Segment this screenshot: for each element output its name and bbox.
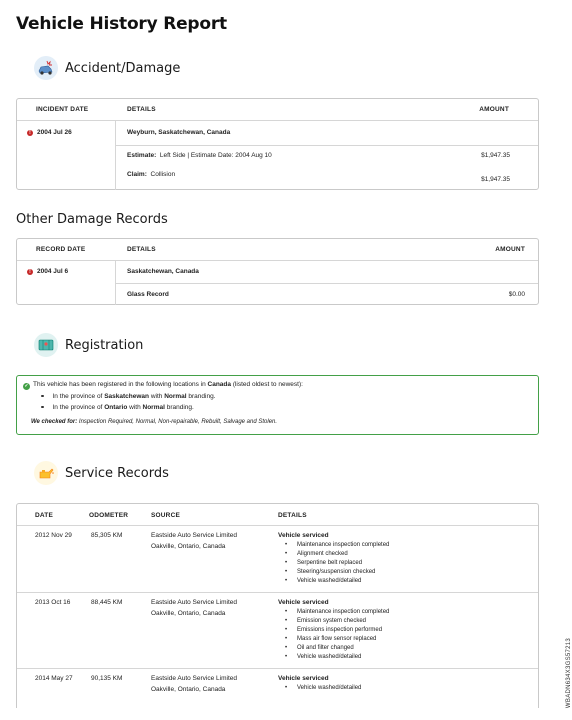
accident-section-title: Accident/Damage [65, 60, 181, 76]
registration-section-title: Registration [65, 337, 144, 353]
service-section-title: Service Records [65, 465, 169, 481]
list-item: • Steering/suspension checked [278, 568, 389, 577]
record-location: Saskatchewan, Canada [127, 268, 199, 275]
list-item: • Emission system checked [278, 617, 389, 626]
record-date: ! 2004 Jul 6 [27, 268, 68, 275]
list-item: • Vehicle washed/detailed [278, 653, 389, 662]
col-record-date: RECORD DATE [36, 246, 86, 253]
alert-icon: ! [27, 130, 33, 136]
registration-province-1: In the province of Saskatchewan with Normal branding. [41, 393, 216, 400]
registration-checked-for: We checked for: Inspection Required, Normal, Non-repairable, Rebuilt, Salvage and Stolen. [31, 419, 278, 425]
other-damage-table [16, 238, 539, 305]
list-item: • Mass air flow sensor replaced [278, 635, 389, 644]
map-icon [34, 333, 58, 357]
service-source: Eastside Auto Service Limited [151, 532, 237, 539]
col-details: DETAILS [127, 106, 156, 113]
service-section-header [34, 461, 169, 485]
list-item: • Alignment checked [278, 550, 389, 559]
registration-section-header [34, 333, 143, 357]
service-source: Eastside Auto Service Limited [151, 599, 237, 606]
col-details: DETAILS [127, 246, 156, 253]
accident-table [16, 98, 539, 190]
list-item: • Oil and filter changed [278, 644, 389, 653]
other-damage-title: Other Damage Records [16, 212, 168, 227]
service-source-location: Oakville, Ontario, Canada [151, 686, 226, 693]
col-incident-date: INCIDENT DATE [36, 106, 89, 113]
claim-detail: Claim: Collision [127, 171, 176, 178]
col-date: DATE [35, 512, 54, 519]
incident-location: Weyburn, Saskatchewan, Canada [127, 129, 231, 136]
estimate-detail: Estimate: Left Side | Estimate Date: 2004 Aug 10 [127, 152, 272, 159]
service-source-location: Oakville, Ontario, Canada [151, 543, 226, 550]
service-records-table [16, 503, 539, 708]
service-items [278, 608, 389, 662]
col-odometer: ODOMETER [89, 512, 129, 519]
service-date: 2014 May 27 [35, 675, 73, 682]
service-items [278, 541, 389, 586]
service-date: 2012 Nov 29 [35, 532, 72, 539]
estimate-amount: $1,947.35 [481, 152, 510, 159]
service-source: Eastside Auto Service Limited [151, 675, 237, 682]
glass-record: Glass Record [127, 291, 169, 298]
oil-can-icon [34, 461, 58, 485]
service-heading: Vehicle serviced [278, 532, 329, 539]
check-icon: ✓ [24, 383, 29, 389]
list-item: • Maintenance inspection completed [278, 541, 389, 550]
service-items [278, 684, 361, 693]
list-item: • Serpentine belt replaced [278, 559, 389, 568]
list-item: • Vehicle washed/detailed [278, 577, 389, 586]
service-heading: Vehicle serviced [278, 675, 329, 682]
col-source: SOURCE [151, 512, 181, 519]
accident-section-header [34, 56, 180, 80]
service-odometer: 85,305 KM [91, 532, 123, 539]
col-amount: AMOUNT [479, 106, 509, 113]
list-item: • Maintenance inspection completed [278, 608, 389, 617]
claim-amount: $1,947.35 [481, 176, 510, 183]
col-amount: AMOUNT [495, 246, 525, 253]
registration-province-2: In the province of Ontario with Normal branding. [41, 404, 194, 411]
service-heading: Vehicle serviced [278, 599, 329, 606]
car-crash-icon [34, 56, 58, 80]
glass-record-amount: $0.00 [508, 291, 525, 298]
incident-date: ! 2004 Jul 26 [27, 129, 72, 136]
alert-icon: ! [27, 269, 33, 275]
vin-label: WBADN634X3GS57213 [565, 637, 572, 709]
service-source-location: Oakville, Ontario, Canada [151, 610, 226, 617]
service-date: 2013 Oct 16 [35, 599, 71, 606]
list-item: • Emissions inspection performed [278, 626, 389, 635]
list-item: • Vehicle washed/detailed [278, 684, 361, 693]
service-odometer: 90,135 KM [91, 675, 123, 682]
page-title: Vehicle History Report [16, 14, 227, 34]
registration-panel [16, 375, 539, 435]
service-odometer: 88,445 KM [91, 599, 123, 606]
registration-intro: ✓ This vehicle has been registered in the following locations in Canada (listed oldest to newest): [24, 381, 303, 389]
col-details: DETAILS [278, 512, 307, 519]
